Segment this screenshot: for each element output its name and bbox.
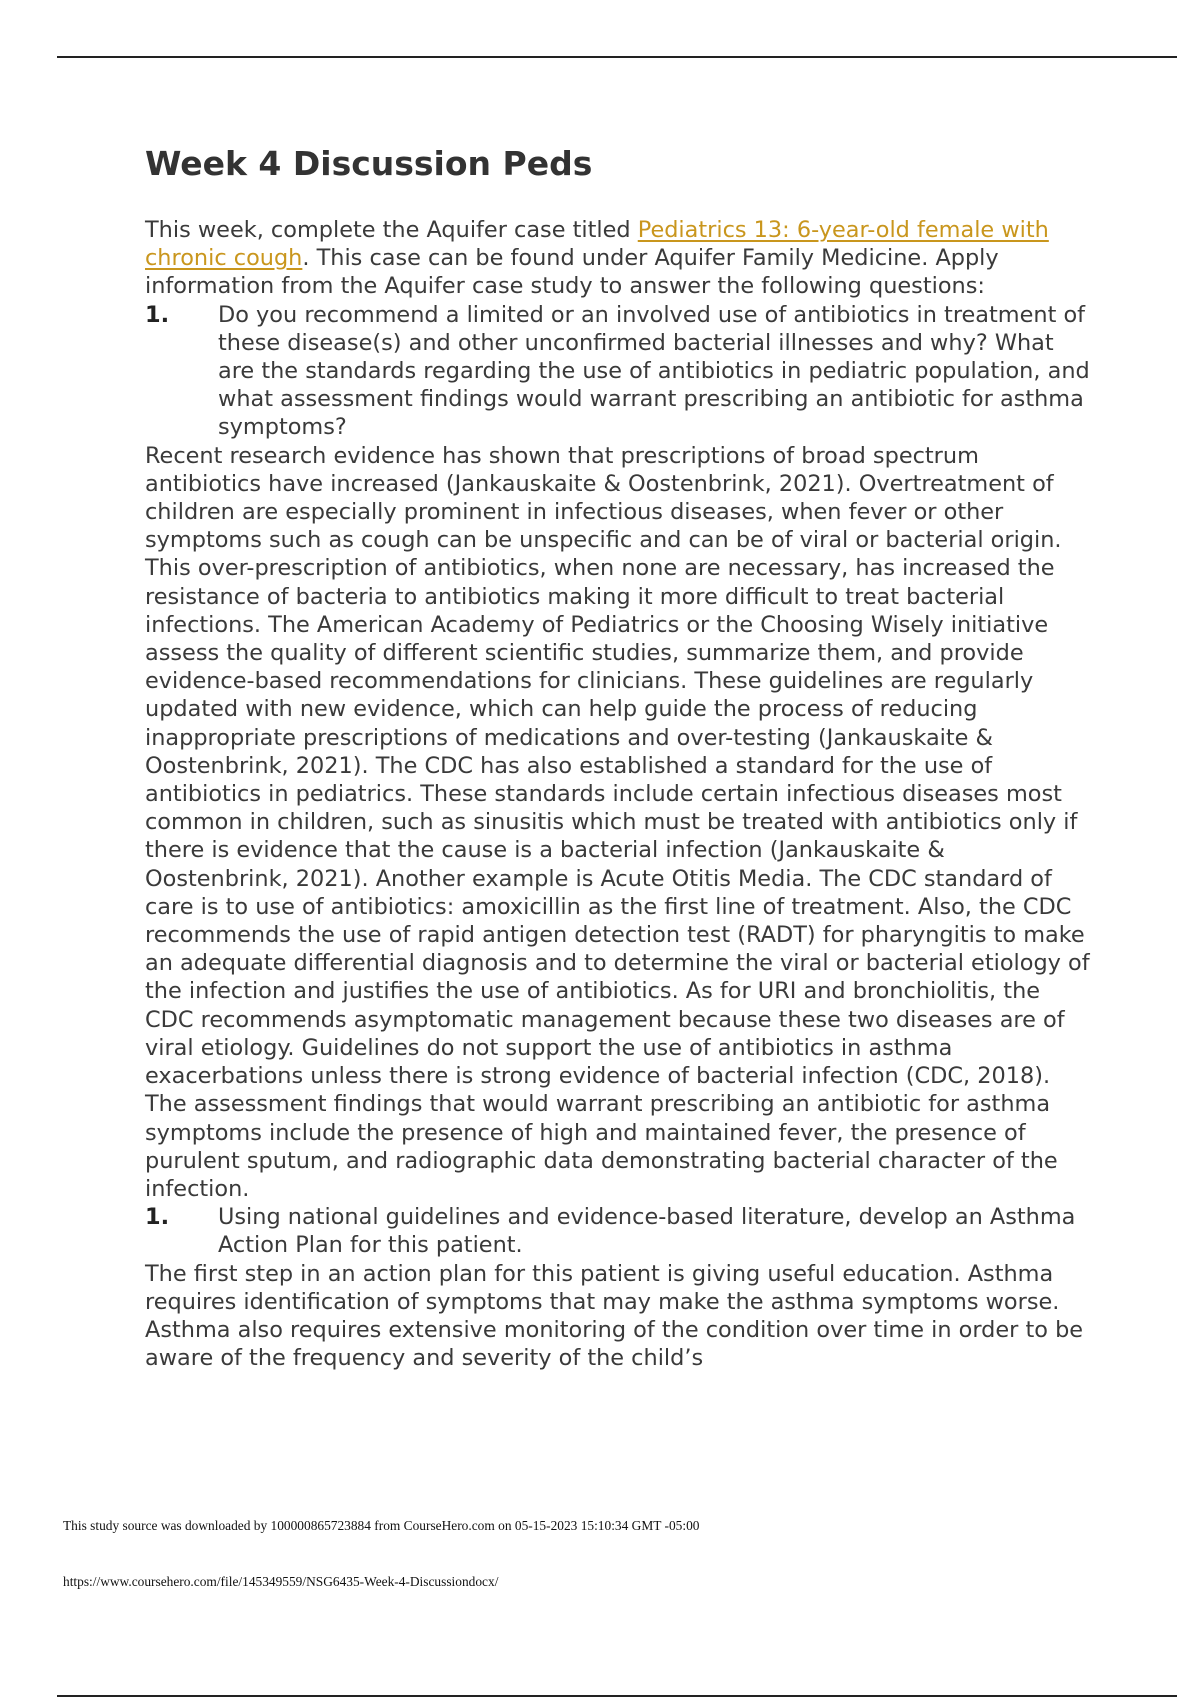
- case-link[interactable]: Pediatrics 13: 6-year-old female with chronic cough: [145, 217, 1049, 272]
- question-2: [145, 1203, 1095, 1259]
- intro-paragraph: [145, 216, 1095, 301]
- download-source-note: This study source was downloaded by 100000865723884 from CourseHero.com on 05-15-2023 15:10:34 GMT -05:00: [63, 1518, 700, 1533]
- top-rule: [57, 56, 1177, 58]
- intro-after-link: . This case can be found under Aquifer Family Medicine. Apply information from the Aquifer case study to answer the following questions:: [145, 245, 999, 300]
- question-1: [145, 301, 1095, 442]
- document-title: Week 4 Discussion Peds: [145, 144, 593, 183]
- answer-2: The first step in an action plan for this patient is giving useful education. Asthma requires identification of symptoms that may make the asthma symptoms worse. Asthma also requires extensive monitoring of the condition over time in order to be aware of the frequency and severity of the child’s: [145, 1260, 1084, 1372]
- document-body: [145, 216, 1095, 1372]
- source-url: https://www.coursehero.com/file/145349559/NSG6435-Week-4-Discussiondocx/: [63, 1574, 499, 1589]
- question-2-number: 1.: [145, 1204, 170, 1231]
- question-1-number: 1.: [145, 301, 170, 328]
- bottom-rule: [57, 1695, 1177, 1697]
- document-page: [145, 142, 1095, 1372]
- intro-before-link: This week, complete the Aquifer case titled: [145, 217, 638, 243]
- question-2-text: Using national guidelines and evidence-based literature, develop an Asthma Action Plan for this patient.: [218, 1204, 1076, 1259]
- question-1-text: Do you recommend a limited or an involved use of antibiotics in treatment of these disease(s) and other unconfirmed bacterial illnesses and why? What are the standards regarding the use of antibiotics in pediatric population, and what assessment findings would warrant prescribing an antibiotic for asthma symptoms?: [218, 301, 1090, 441]
- answer-1: Recent research evidence has shown that prescriptions of broad spectrum antibiotics have increased (Jankauskaite & Oostenbrink, 2021). Overtreatment of children are especially prominent in infectious diseases, when fever or other symptoms such as cough can be unspecific and can be of viral or bacterial origin. This over-prescription of antibiotics, when none are necessary, has increased the resistance of bacteria to antibiotics making it more difficult to treat bacterial infections. The American Academy of Pediatrics or the Choosing Wisely initiative assess the quality of different scientific studies, summarize them, and provide evidence-based recommendations for clinicians. These guidelines are regularly updated with new evidence, which can help guide the process of reducing inappropriate prescriptions of medications and over-testing (Jankauskaite & Oostenbrink, 2021). The CDC has also established a standard for the use of antibiotics in pediatrics. These standards include certain infectious diseases most common in children, such as sinusitis which must be treated with antibiotics only if there is evidence that the cause is a bacterial infection (Jankauskaite & Oostenbrink, 2021). Another example is Acute Otitis Media. The CDC standard of care is to use of antibiotics: amoxicillin as the first line of treatment. Also, the CDC recommends the use of rapid antigen detection test (RADT) for pharyngitis to make an adequate differential diagnosis and to determine the viral or bacterial etiology of the infection and justifies the use of antibiotics. As for URI and bronchiolitis, the CDC recommends asymptomatic management because these two diseases are of viral etiology. Guidelines do not support the use of antibiotics in asthma exacerbations unless there is strong evidence of bacterial infection (CDC, 2018). The assessment findings that would warrant prescribing an antibiotic for asthma symptoms include the presence of high and maintained fever, the presence of purulent sputum, and radiographic data demonstrating bacterial character of the infection.: [145, 442, 1090, 1202]
